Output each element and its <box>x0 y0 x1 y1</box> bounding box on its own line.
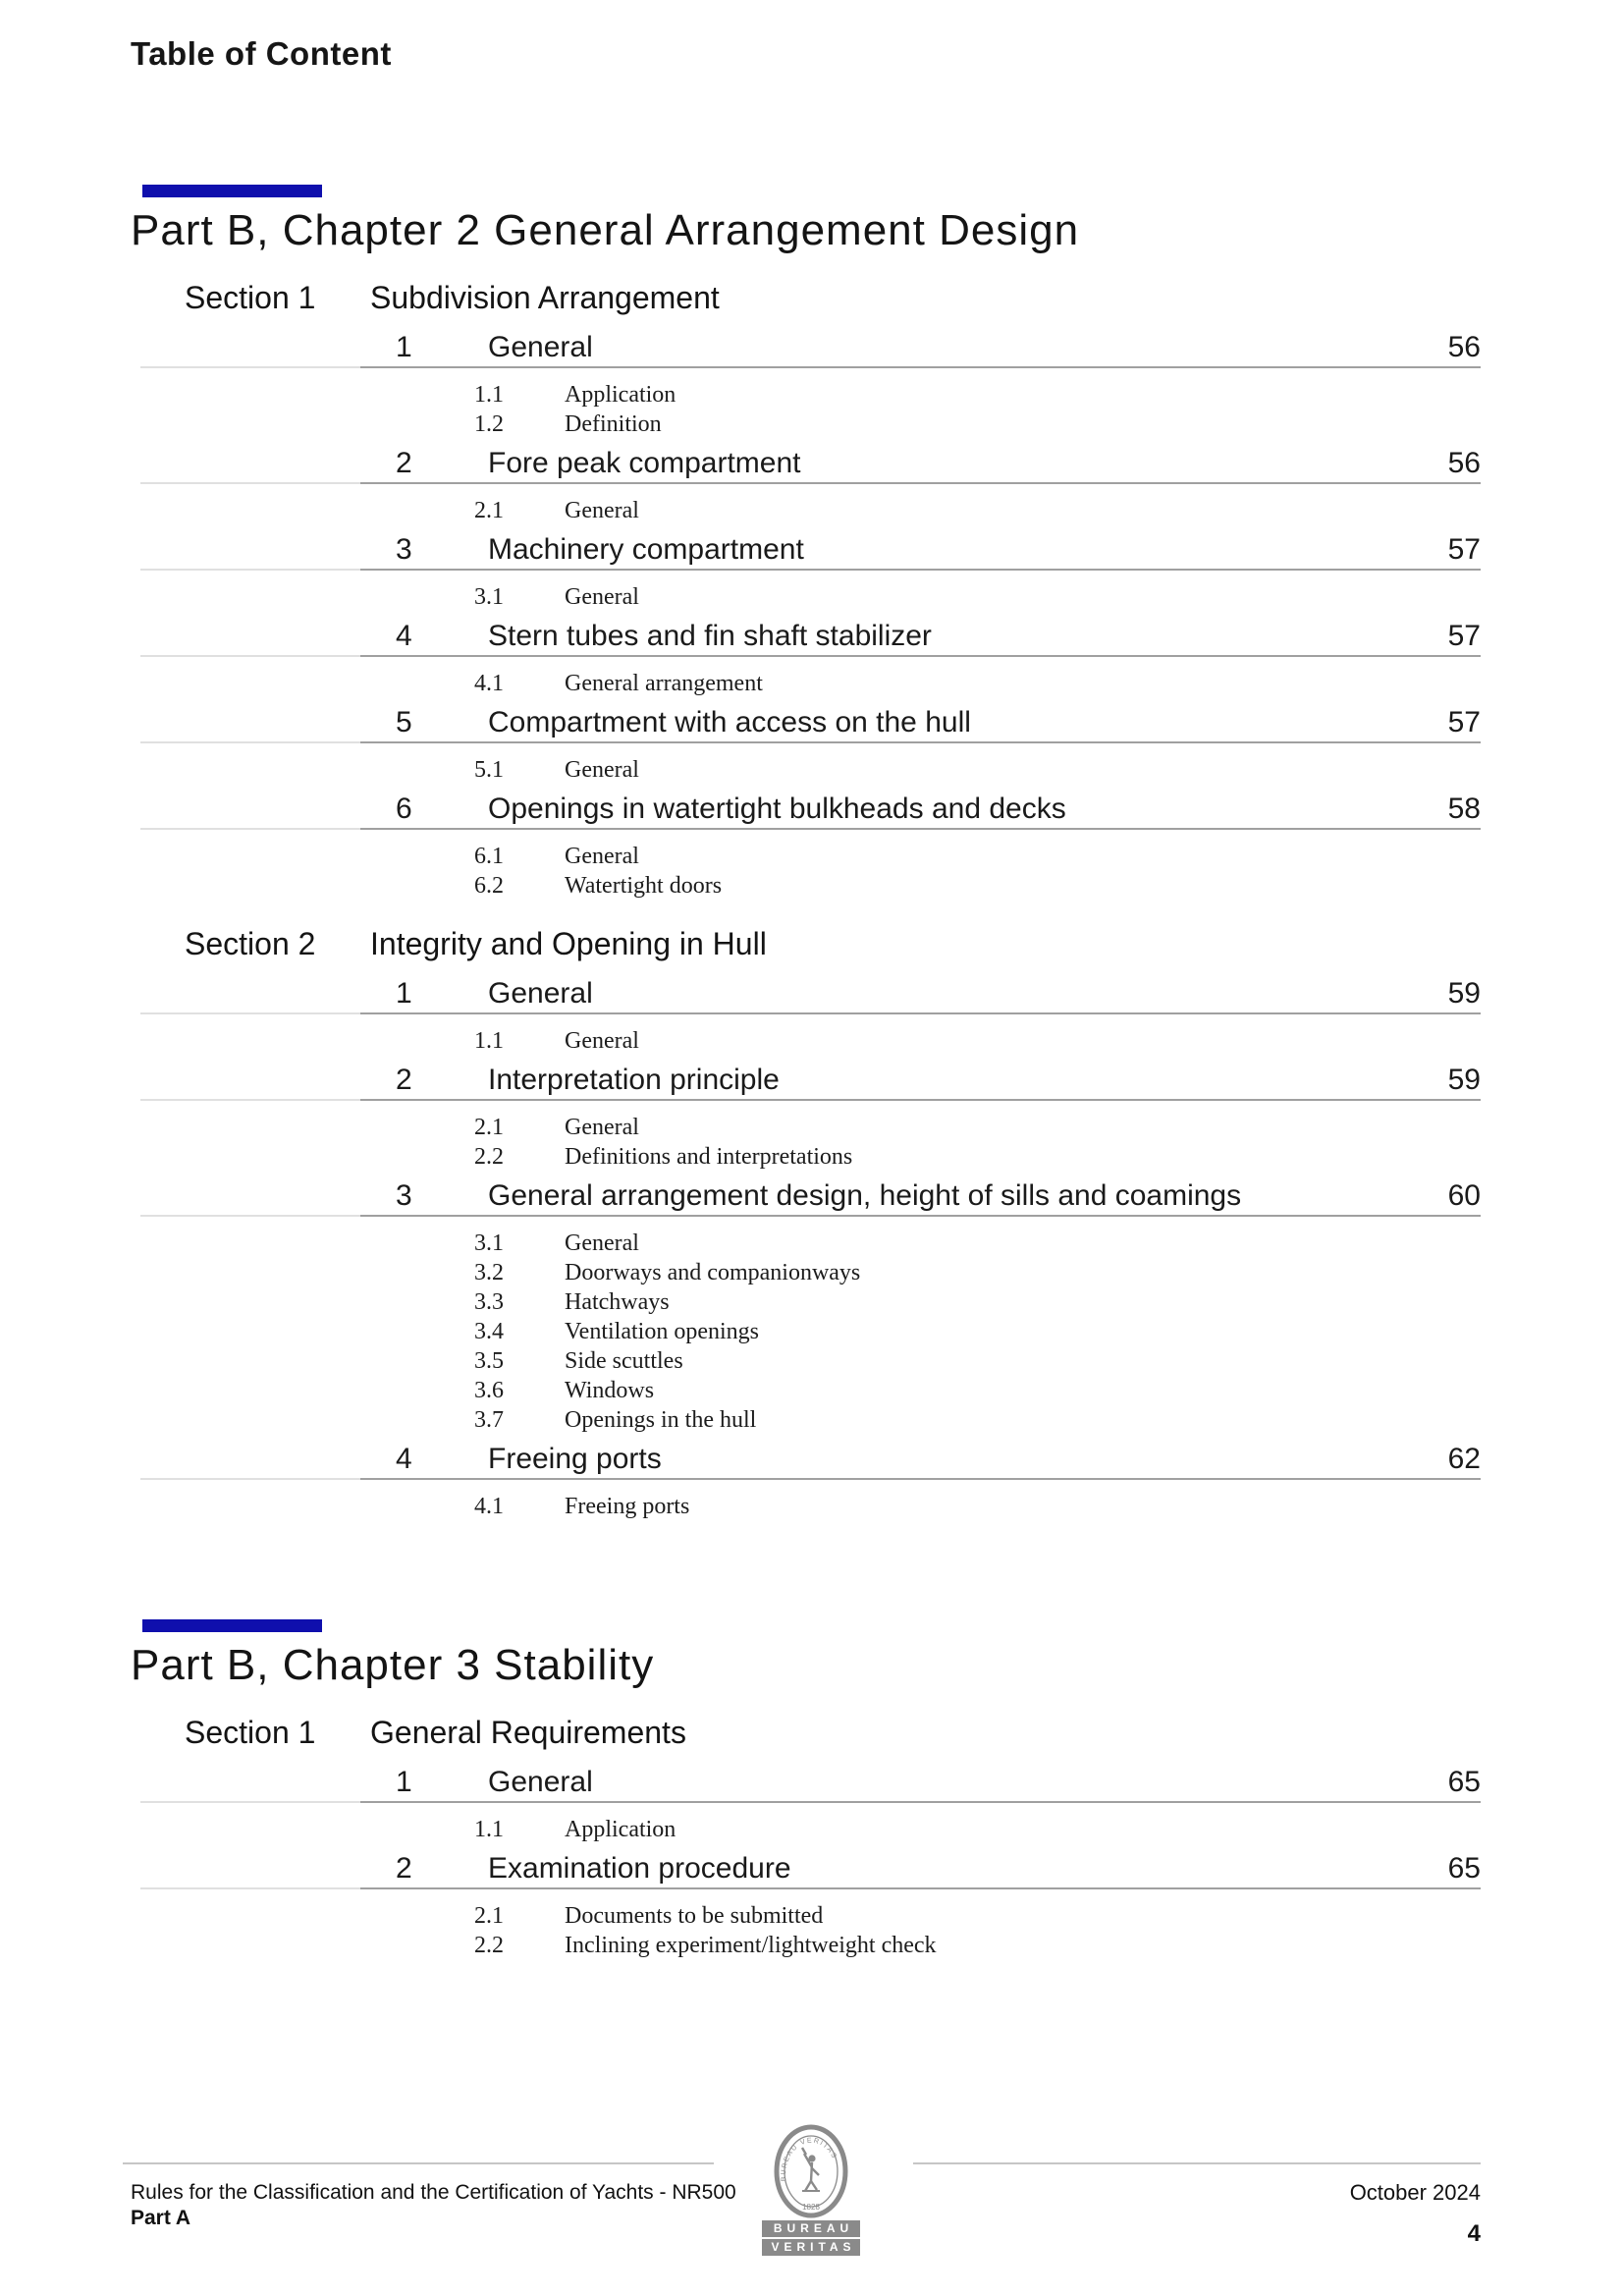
sub-entry-title: General <box>565 844 639 869</box>
section-heading <box>185 280 1623 315</box>
sub-entry-number: 2.1 <box>474 498 504 523</box>
entry-page-number: 56 <box>1447 331 1481 363</box>
sub-entry-number: 1.1 <box>474 382 504 408</box>
toc-sub-entry[interactable] <box>0 1142 1623 1172</box>
sub-entry-title: Freeing ports <box>565 1494 690 1519</box>
entry-page-number: 62 <box>1447 1443 1481 1475</box>
footer-document-title: Rules for the Classification and the Certification of Yachts - NR500 <box>131 2181 736 2204</box>
sub-entry-number: 3.4 <box>474 1319 504 1344</box>
sub-entry-title: Doorways and companionways <box>565 1260 861 1285</box>
sub-entry-number: 3.1 <box>474 1230 504 1256</box>
toc-entry[interactable] <box>0 977 1623 1011</box>
entry-rule <box>140 1887 1481 1889</box>
toc-sub-entry[interactable] <box>0 1901 1623 1931</box>
sub-entries <box>0 1229 1623 1435</box>
sub-entry-number: 2.2 <box>474 1933 504 1958</box>
entry-page-number: 65 <box>1447 1852 1481 1885</box>
bureau-veritas-logo <box>762 2124 860 2256</box>
toc-entry[interactable] <box>0 447 1623 480</box>
footer-rule-left <box>123 2162 714 2164</box>
logo-arc-text: BUREAU VERITAS <box>780 2137 839 2182</box>
sub-entry-title: Documents to be submitted <box>565 1903 824 1929</box>
entry-title: Compartment with access on the hull <box>488 706 971 738</box>
toc-sub-entry[interactable] <box>0 1317 1623 1346</box>
sub-entry-number: 2.1 <box>474 1903 504 1929</box>
sub-entry-number: 1.2 <box>474 411 504 437</box>
entry-number: 1 <box>396 331 412 363</box>
sub-entry-title: Openings in the hull <box>565 1407 757 1433</box>
sub-entry-title: Hatchways <box>565 1289 670 1315</box>
footer-document-info <box>131 2180 736 2231</box>
sub-entry-title: Inclining experiment/lightweight check <box>565 1933 937 1958</box>
sub-entry-number: 6.1 <box>474 844 504 869</box>
entry-title: General arrangement design, height of sills and coamings <box>488 1179 1242 1212</box>
sub-entry-title: Definition <box>565 411 662 437</box>
entry-number: 1 <box>396 1766 412 1798</box>
section-label: Section 1 <box>185 1715 316 1750</box>
sub-entry-title: General <box>565 498 639 523</box>
entry-rule <box>140 366 1481 368</box>
sub-entries <box>0 582 1623 612</box>
toc-sub-entry[interactable] <box>0 1258 1623 1287</box>
sub-entries <box>0 1815 1623 1844</box>
logo-wordmark-line1: BUREAU <box>762 2220 860 2237</box>
entry-rule <box>140 1099 1481 1101</box>
footer-date: October 2024 <box>1349 2180 1481 2205</box>
sub-entry-title: General <box>565 1230 639 1256</box>
section-heading <box>185 1715 1623 1750</box>
sub-entries <box>0 496 1623 525</box>
entry-number: 6 <box>396 793 412 825</box>
entry-title: Openings in watertight bulkheads and decks <box>488 793 1066 825</box>
logo-wordmark-line2: VERITAS <box>762 2239 860 2256</box>
sub-entry-number: 4.1 <box>474 671 504 696</box>
sub-entry-number: 3.6 <box>474 1378 504 1403</box>
entry-title: Freeing ports <box>488 1443 662 1475</box>
entry-title: General <box>488 977 593 1010</box>
sub-entry-number: 1.1 <box>474 1817 504 1842</box>
entry-number: 3 <box>396 1179 412 1212</box>
entry-title: Fore peak compartment <box>488 447 801 479</box>
entry-title: General <box>488 331 593 363</box>
entry-title: Interpretation principle <box>488 1064 780 1096</box>
entry-rule <box>140 569 1481 571</box>
sub-entries <box>0 842 1623 901</box>
sub-entries <box>0 380 1623 439</box>
toc-sub-entry[interactable] <box>0 496 1623 525</box>
toc-sub-entry[interactable] <box>0 582 1623 612</box>
entry-number: 4 <box>396 620 412 652</box>
chapter-title: Part B, Chapter 3 Stability <box>131 1641 655 1689</box>
toc-sub-entry[interactable] <box>0 1229 1623 1258</box>
toc-sub-entry[interactable] <box>0 871 1623 901</box>
sub-entries <box>0 1113 1623 1172</box>
sub-entry-number: 5.1 <box>474 757 504 783</box>
toc-sub-entry[interactable] <box>0 1815 1623 1844</box>
entry-number: 1 <box>396 977 412 1010</box>
entry-page-number: 57 <box>1447 533 1481 566</box>
entry-title: Machinery compartment <box>488 533 804 566</box>
entry-number: 3 <box>396 533 412 566</box>
entry-page-number: 56 <box>1447 447 1481 479</box>
chapter-accent-bar <box>142 185 322 197</box>
sub-entry-title: Watertight doors <box>565 873 723 899</box>
sub-entry-title: Ventilation openings <box>565 1319 759 1344</box>
entry-page-number: 58 <box>1447 793 1481 825</box>
entry-page-number: 65 <box>1447 1766 1481 1798</box>
toc-sub-entry[interactable] <box>0 755 1623 785</box>
sub-entries <box>0 1901 1623 1960</box>
sub-entry-title: General <box>565 1115 639 1140</box>
sub-entries <box>0 1026 1623 1056</box>
entry-rule <box>140 1215 1481 1217</box>
entry-page-number: 60 <box>1447 1179 1481 1212</box>
entry-page-number: 59 <box>1447 977 1481 1010</box>
logo-year: 1828 <box>802 2203 820 2212</box>
entry-title: Examination procedure <box>488 1852 791 1885</box>
toc-sub-entry[interactable] <box>0 669 1623 698</box>
entry-page-number: 57 <box>1447 620 1481 652</box>
sub-entry-title: Definitions and interpretations <box>565 1144 853 1170</box>
entry-page-number: 57 <box>1447 706 1481 738</box>
logo-figure-icon <box>802 2148 820 2191</box>
sub-entry-number: 6.2 <box>474 873 504 899</box>
toc-entry[interactable] <box>0 1443 1623 1476</box>
sub-entry-number: 2.1 <box>474 1115 504 1140</box>
footer-page-number: 4 <box>1467 2220 1481 2247</box>
sub-entries <box>0 1492 1623 1521</box>
sub-entry-number: 2.2 <box>474 1144 504 1170</box>
entry-title: Stern tubes and fin shaft stabilizer <box>488 620 932 652</box>
toc-sub-entry[interactable] <box>0 842 1623 871</box>
section-heading <box>185 926 1623 961</box>
toc-entry[interactable] <box>0 1179 1623 1213</box>
footer-rule-right <box>913 2162 1481 2164</box>
sub-entry-title: General arrangement <box>565 671 763 696</box>
page-title: Table of Content <box>131 35 392 72</box>
toc-sub-entry[interactable] <box>0 1405 1623 1435</box>
section-label: Section 2 <box>185 926 316 961</box>
toc-entry[interactable] <box>0 1064 1623 1097</box>
section-title: Subdivision Arrangement <box>370 280 720 315</box>
toc-entry[interactable] <box>0 620 1623 653</box>
section-title: General Requirements <box>370 1715 686 1750</box>
toc-sub-entry[interactable] <box>0 1026 1623 1056</box>
entry-rule <box>140 1012 1481 1014</box>
toc-sub-entry[interactable] <box>0 1492 1623 1521</box>
section-title: Integrity and Opening in Hull <box>370 926 767 961</box>
entry-rule <box>140 655 1481 657</box>
sub-entry-title: General <box>565 1028 639 1054</box>
footer-edition-info <box>1350 2180 1481 2247</box>
entry-number: 2 <box>396 1064 412 1096</box>
chapter-accent-bar <box>142 1619 322 1632</box>
section-label: Section 1 <box>185 280 316 315</box>
sub-entry-title: Application <box>565 1817 676 1842</box>
entry-rule <box>140 828 1481 830</box>
toc-entry[interactable] <box>0 331 1623 364</box>
sub-entry-number: 3.2 <box>474 1260 504 1285</box>
entry-rule <box>140 482 1481 484</box>
entry-rule <box>140 1478 1481 1480</box>
toc-sub-entry[interactable] <box>0 1287 1623 1317</box>
footer-part-label: Part A <box>131 2207 191 2229</box>
sub-entry-number: 3.7 <box>474 1407 504 1433</box>
sub-entry-title: Windows <box>565 1378 655 1403</box>
toc-sub-entry[interactable] <box>0 410 1623 439</box>
entry-rule <box>140 741 1481 743</box>
entry-number: 2 <box>396 447 412 479</box>
sub-entry-number: 3.5 <box>474 1348 504 1374</box>
sub-entry-title: Side scuttles <box>565 1348 683 1374</box>
bureau-veritas-emblem-icon <box>773 2124 849 2218</box>
sub-entry-number: 1.1 <box>474 1028 504 1054</box>
sub-entries <box>0 669 1623 698</box>
entry-rule <box>140 1801 1481 1803</box>
sub-entry-number: 3.1 <box>474 584 504 610</box>
entry-number: 2 <box>396 1852 412 1885</box>
chapter-title: Part B, Chapter 2 General Arrangement Design <box>131 206 1080 254</box>
entry-page-number: 59 <box>1447 1064 1481 1096</box>
toc-sub-entry[interactable] <box>0 1346 1623 1376</box>
entry-number: 5 <box>396 706 412 738</box>
toc-sub-entry[interactable] <box>0 1113 1623 1142</box>
toc-entry[interactable] <box>0 1766 1623 1799</box>
toc-sub-entry[interactable] <box>0 1376 1623 1405</box>
sub-entries <box>0 755 1623 785</box>
toc-entry[interactable] <box>0 1852 1623 1886</box>
entry-title: General <box>488 1766 593 1798</box>
sub-entry-title: Application <box>565 382 676 408</box>
sub-entry-number: 4.1 <box>474 1494 504 1519</box>
toc-entry[interactable] <box>0 533 1623 567</box>
sub-entry-title: General <box>565 757 639 783</box>
toc-sub-entry[interactable] <box>0 380 1623 410</box>
sub-entry-title: General <box>565 584 639 610</box>
sub-entry-number: 3.3 <box>474 1289 504 1315</box>
toc-entry[interactable] <box>0 793 1623 826</box>
toc-entry[interactable] <box>0 706 1623 739</box>
toc-sub-entry[interactable] <box>0 1931 1623 1960</box>
entry-number: 4 <box>396 1443 412 1475</box>
